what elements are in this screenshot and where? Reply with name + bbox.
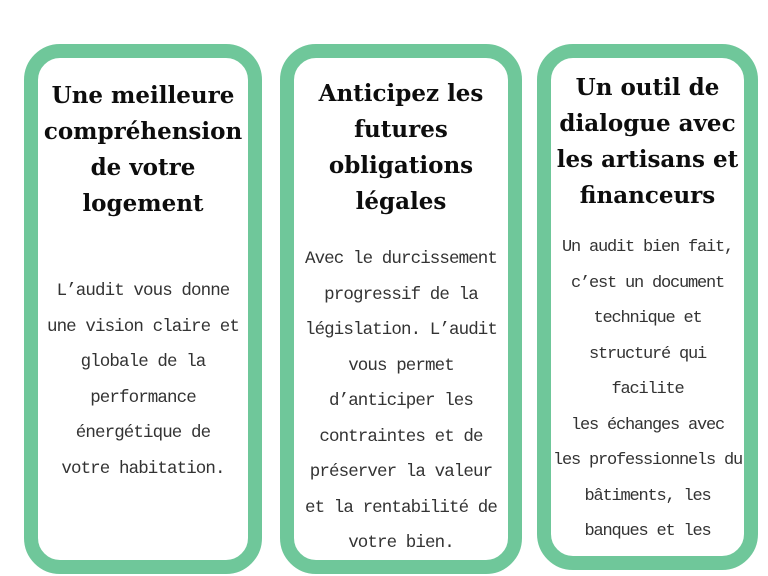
card-title: Anticipez les futures obligations légales	[318, 80, 484, 215]
card-body-text: L’audit vous donne une vision claire et globale de la performance énergétique de votre habitation.	[46, 281, 240, 479]
benefit-card-understanding	[24, 44, 262, 574]
card-title: Une meilleure compréhension de votre logement	[43, 82, 243, 217]
benefit-card-dialogue-tool	[537, 44, 758, 570]
card-title: Un outil de dialogue avec les artisans et financeurs	[556, 74, 739, 209]
benefit-card-legal-obligations	[280, 44, 522, 574]
card-body-text: Avec le durcissement progressif de la législation. L’audit vous permet d’anticiper les contraintes et de préserver la valeur et la rentabilité de votre bien.	[304, 249, 498, 553]
card-body-text: Un audit bien fait, c’est un document technique et structuré qui facilite les échanges avec les professionnels du bâtiments, les banques et les organismes publics.	[552, 238, 743, 570]
